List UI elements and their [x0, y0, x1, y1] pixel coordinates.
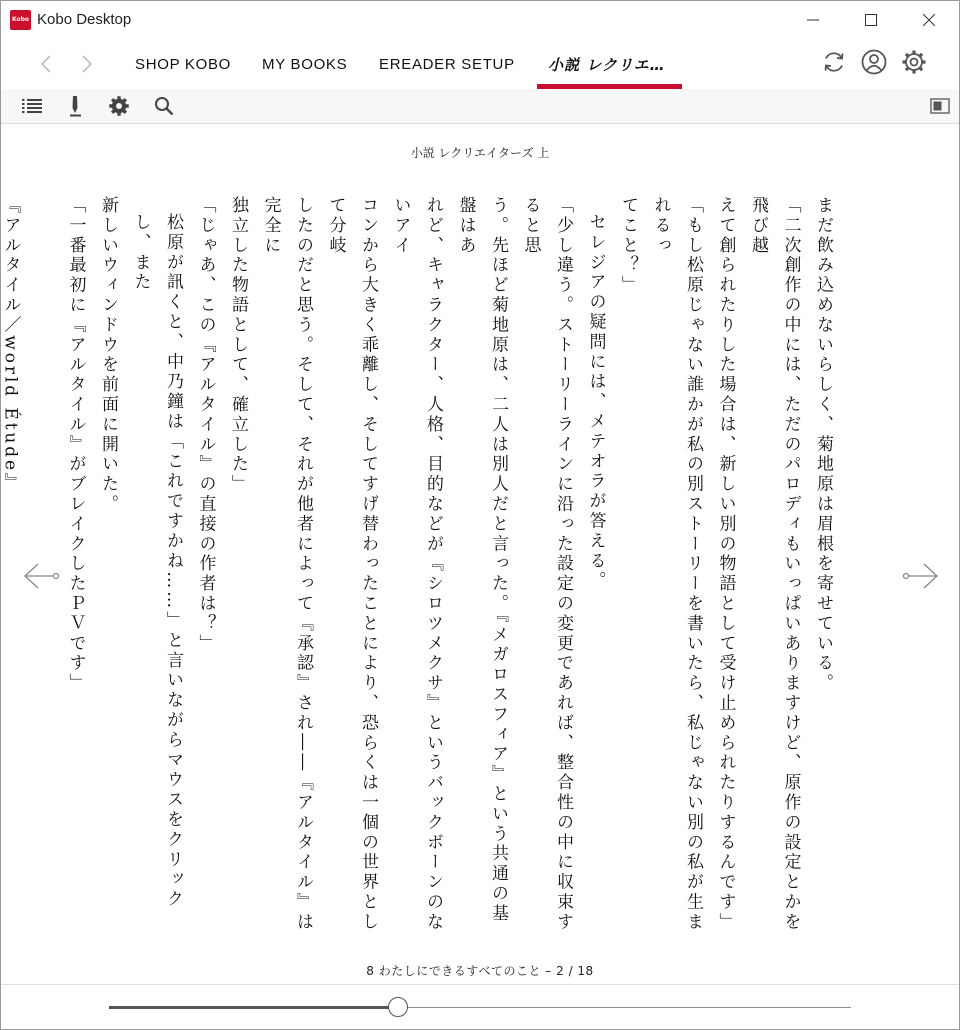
main-navigation: [1, 39, 959, 89]
account-icon: [861, 49, 887, 75]
chevron-right-icon: [81, 54, 93, 74]
search-icon: [154, 96, 174, 116]
running-header: 小説 レクリエイターズ 上: [410, 146, 550, 160]
text-line: 独立した物語として、確立した」: [228, 196, 248, 495]
progress-slider-track[interactable]: [109, 1007, 851, 1008]
reading-progress-bar: [1, 984, 959, 1030]
nav-shop-kobo[interactable]: SHOP KOBO: [135, 56, 232, 73]
text-line: セレジアの疑問には、メテオラが答える。: [585, 213, 606, 592]
reader-toolbar: [1, 89, 959, 124]
minimize-icon: [807, 14, 819, 26]
text-line: コンから大きく乖離し、そしてすげ替わったことにより、恐らくは一個の世界として分岐: [325, 196, 378, 933]
text-line: したのだと思う。そして、それが他者によって『承認』され――『アルタイル』は完全に: [260, 196, 313, 933]
next-page-button[interactable]: [901, 558, 941, 594]
text-line: 『アルタイル／world Étude』: [0, 196, 21, 493]
reading-settings-button[interactable]: [105, 93, 133, 119]
previous-page-arrow-icon: [22, 561, 60, 591]
chevron-left-icon: [40, 54, 52, 74]
annotations-button[interactable]: [61, 93, 89, 119]
nav-ereader-setup[interactable]: EREADER SETUP: [379, 56, 515, 73]
text-line: 「じゃあ、この『アルタイル』の直接の作者は？」: [195, 196, 216, 654]
back-button[interactable]: [34, 51, 58, 77]
title-bar: [1, 1, 959, 39]
maximize-button[interactable]: [851, 5, 891, 35]
tab-current-book[interactable]: 小説 レクリエ…: [548, 56, 666, 74]
highlighter-icon: [67, 95, 83, 117]
progress-slider-fill: [109, 1006, 398, 1009]
table-of-contents-icon: [22, 98, 42, 114]
nav-my-books[interactable]: MY BOOKS: [262, 56, 348, 73]
kobo-logo-icon: Kobo: [10, 10, 31, 30]
text-line: れど、キャラクター、人格、目的などが『シロツメクサ』というバックボーンのないアイ: [390, 196, 443, 933]
text-line: う。先ほど菊地原は、二人は別人だと言った。『メガロスフィア』という共通の基盤はあ: [455, 196, 508, 924]
previous-page-button[interactable]: [21, 558, 61, 594]
table-of-contents-button[interactable]: [18, 93, 46, 119]
text-line: 「二次創作の中には、ただのパロディもいっぱいありますけど、原作の設定とかを飛び越: [748, 196, 801, 933]
layout-toggle-button[interactable]: [926, 93, 954, 119]
text-line: まだ飲み込めないらしく、菊地原は眉根を寄せている。: [813, 196, 833, 694]
settings-button[interactable]: [899, 47, 929, 77]
text-line: てこと？」: [618, 196, 638, 296]
forward-button[interactable]: [75, 51, 99, 77]
sync-button[interactable]: [819, 47, 849, 77]
text-line: 「もし松原じゃない誰かが私の別ストーリーを書いたら、私じゃない別の私が生まれるっ: [650, 196, 703, 933]
text-line: えて創られたりした場合は、新しい別の物語として受け止められたりするんです」: [715, 196, 736, 933]
maximize-icon: [865, 14, 877, 26]
search-button[interactable]: [150, 93, 178, 119]
chapter-page-indicator: 8 わたしにできるすべてのこと – 2 / 18: [366, 964, 594, 978]
minimize-button[interactable]: [793, 5, 833, 35]
gear-icon: [901, 49, 927, 75]
progress-slider-thumb[interactable]: [388, 997, 408, 1017]
text-line: 「少し違う。ストーリーラインに沿った設定の変更であれば、整合性の中に収束すると思: [520, 196, 573, 933]
text-line: 新しいウィンドウを前面に開いた。: [98, 196, 118, 515]
close-icon: [923, 14, 935, 26]
text-line: 「一番最初に『アルタイル』がブレイクしたＰＶです」: [65, 196, 86, 694]
text-line: 松原が訊くと、中乃鐘は「これですかね……」と言いながらマウスをクリックし、また: [130, 213, 183, 910]
close-button[interactable]: [909, 5, 949, 35]
account-button[interactable]: [859, 47, 889, 77]
layout-toggle-icon: [930, 98, 950, 114]
gear-icon: [108, 95, 130, 117]
book-page-text[interactable]: [0, 196, 839, 936]
sync-icon: [821, 49, 847, 75]
next-page-arrow-icon: [902, 561, 940, 591]
window-title: Kobo Desktop: [37, 11, 132, 28]
